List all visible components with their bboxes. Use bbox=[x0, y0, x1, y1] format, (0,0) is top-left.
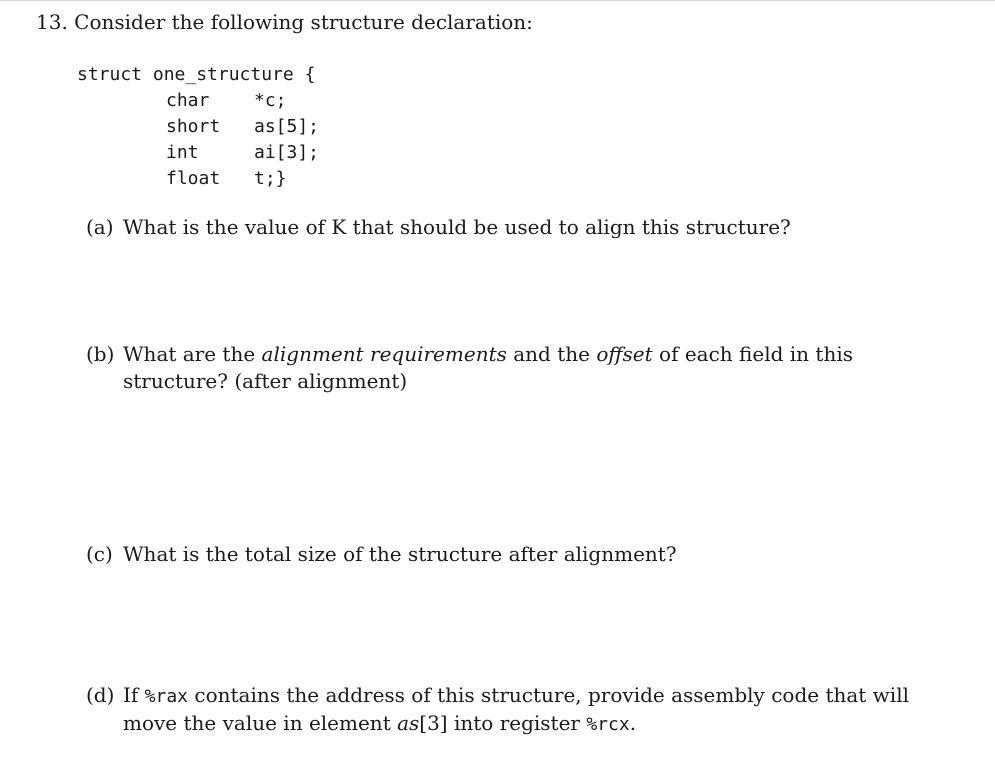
question-text-part: and the bbox=[513, 342, 590, 366]
question-text-part: . bbox=[629, 711, 637, 735]
question-a bbox=[86, 214, 936, 241]
struct-field-row bbox=[77, 114, 320, 140]
question-label: (a) bbox=[86, 215, 114, 239]
register-rcx: %rcx bbox=[586, 714, 630, 735]
struct-field-row bbox=[77, 166, 315, 192]
field-type: short bbox=[166, 116, 221, 137]
question-text: What is the value of K that should be used to align this structure? bbox=[123, 215, 791, 239]
question-text-part: into register bbox=[453, 711, 580, 735]
element-index: [3] bbox=[419, 711, 448, 735]
problem-number: 13. bbox=[36, 10, 68, 34]
struct-code-block bbox=[77, 62, 320, 192]
field-declarator: *c; bbox=[254, 90, 287, 111]
question-text-part: of each field in this structure? (after alignment) bbox=[123, 342, 853, 393]
struct-header: struct one_structure { bbox=[77, 64, 316, 85]
question-label: (d) bbox=[86, 683, 115, 707]
question-text-part: contains the address of this structure, provide assembly code that will move the value in element bbox=[123, 683, 909, 735]
field-declarator: as[5]; bbox=[254, 116, 320, 137]
question-label: (b) bbox=[86, 342, 115, 366]
question-d bbox=[86, 682, 936, 738]
struct-field-row bbox=[77, 88, 315, 114]
field-type: float bbox=[166, 168, 221, 189]
question-text bbox=[123, 682, 936, 738]
emphasis-offset: offset bbox=[596, 342, 653, 366]
question-text-part: What are the bbox=[123, 342, 256, 366]
field-declarator: t;} bbox=[254, 168, 287, 189]
problem-intro: Consider the following structure declaration: bbox=[74, 10, 533, 34]
question-text: What is the total size of the structure after alignment? bbox=[123, 542, 677, 566]
field-declarator: ai[3]; bbox=[254, 142, 320, 163]
emphasis-alignment-requirements: alignment requirements bbox=[261, 342, 507, 366]
question-c bbox=[86, 541, 936, 568]
register-rax: %rax bbox=[144, 686, 189, 707]
field-type: char bbox=[166, 90, 210, 111]
page-top-rule bbox=[0, 0, 995, 1]
question-b bbox=[86, 341, 936, 395]
question-text bbox=[123, 341, 936, 395]
element-name: as bbox=[397, 711, 420, 735]
question-label: (c) bbox=[86, 542, 113, 566]
struct-field-row bbox=[77, 140, 320, 166]
question-text-part: If bbox=[123, 683, 139, 707]
field-type: int bbox=[166, 142, 199, 163]
problem-heading bbox=[36, 10, 533, 34]
